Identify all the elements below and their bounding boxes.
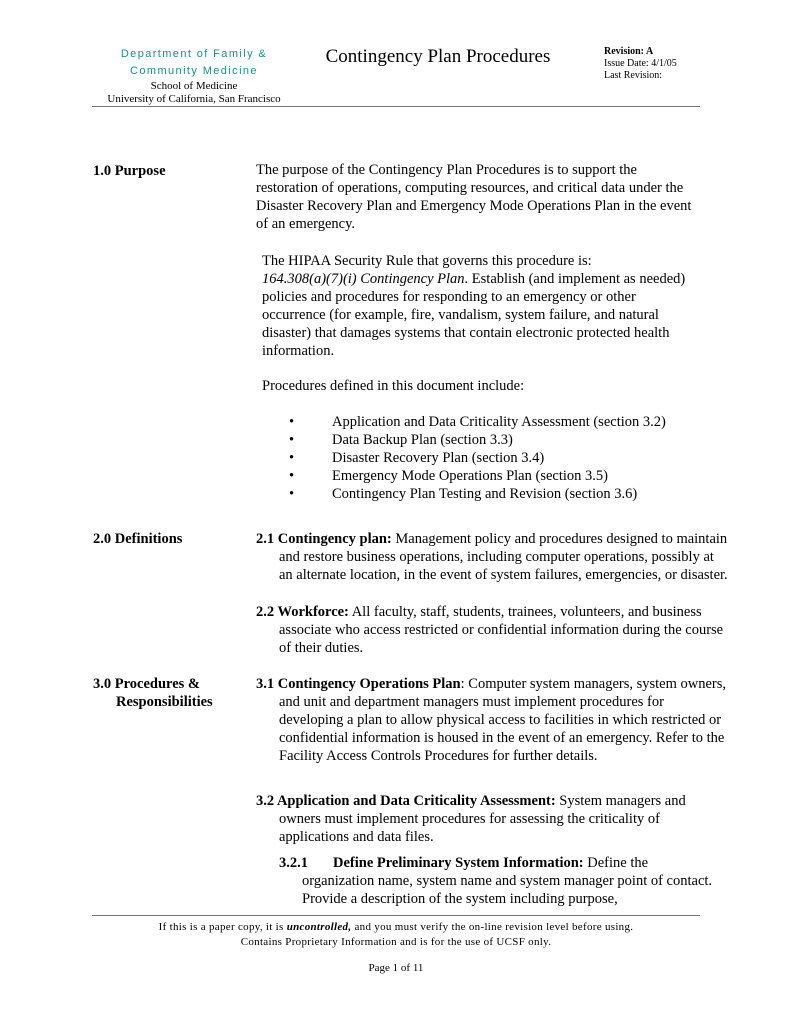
hipaa-rule-text: . Establish (and implement as needed) policies and procedures for responding to an emergency or other occurrence (for example, fire, vandalism, system failure, and natural disaster) that damages systems that contain electronic protected health information. — [262, 271, 686, 359]
footer-line2: Contains Proprietary Information and is for the use of UCSF only. — [240, 936, 552, 948]
procedure-term: Define Preliminary System Information: — [333, 855, 584, 871]
department-block — [100, 46, 288, 106]
footer-divider — [92, 915, 700, 916]
list-item: • Contingency Plan Testing and Revision (section 3.6) — [289, 486, 638, 502]
issue-date: Issue Date: 4/1/05 — [604, 58, 677, 69]
procedures-intro: Procedures defined in this document include: — [262, 378, 525, 394]
section-procedures-heading: 3.0 Procedures & Responsibilities — [93, 676, 213, 710]
hipaa-rule-citation: 164.308(a)(7)(i) Contingency Plan — [262, 271, 465, 287]
revision-block — [604, 46, 677, 82]
definition-term: 2.1 Contingency plan: — [256, 531, 392, 547]
school-name: School of Medicine — [150, 80, 238, 92]
list-item: • Data Backup Plan (section 3.3) — [289, 432, 513, 448]
list-item: • Emergency Mode Operations Plan (section 3.5) — [289, 468, 608, 484]
definition-term: 2.2 Workforce: — [256, 604, 349, 620]
procedure-preliminary-system-info: 3.2.1 Define Preliminary System Information: Define the organization name, system name and system manager point of contact. Provide a description of the system including purpose, — [279, 855, 713, 907]
procedures-list — [280, 413, 666, 503]
uncontrolled-emphasis: uncontrolled, — [286, 921, 352, 933]
footer-line1: If this is a paper copy, it is uncontrolled, and you must verify the on-line revision level before using. — [158, 921, 634, 933]
procedure-term: 3.2 Application and Data Criticality Assessment: — [256, 793, 556, 809]
bullet-icon: • — [289, 414, 295, 430]
list-item: • Application and Data Criticality Assessment (section 3.2) — [289, 414, 666, 430]
bullet-icon: • — [289, 486, 295, 502]
footer-notice — [92, 920, 700, 950]
definition-workforce: 2.2 Workforce: All faculty, staff, students, trainees, volunteers, and business associate who access restricted or confidential information during the course of their duties. — [256, 604, 724, 656]
last-revision: Last Revision: — [604, 70, 663, 81]
university-name: University of California, San Francisco — [107, 93, 281, 105]
header-divider — [92, 106, 700, 107]
section-purpose-heading: 1.0 Purpose — [93, 163, 166, 179]
procedure-contingency-operations-plan: 3.1 Contingency Operations Plan: Computer system managers, system owners, and unit and department managers must implement procedures for developing a plan to allow physical access to facilities in which restricted or confidential information is housed in the event of an emergency. Refer to the Facility Access Controls Procedures for further details. — [256, 676, 727, 764]
procedure-term: 3.1 Contingency Operations Plan — [256, 676, 461, 692]
document-title: Contingency Plan Procedures — [325, 46, 551, 67]
section-definitions-heading: 2.0 Definitions — [93, 531, 183, 547]
list-item: • Disaster Recovery Plan (section 3.4) — [289, 450, 545, 466]
page-number: Page 1 of 11 — [368, 962, 424, 974]
hipaa-rule-paragraph — [262, 252, 698, 360]
bullet-icon: • — [289, 468, 295, 484]
bullet-icon: • — [289, 450, 295, 466]
hipaa-rule-intro: The HIPAA Security Rule that governs this procedure is: — [262, 253, 592, 269]
subsection-number: 3.2.1 — [279, 855, 308, 871]
procedure-criticality-assessment: 3.2 Application and Data Criticality Assessment: System managers and owners must implement procedures for assessing the criticality of applications and data files. — [256, 793, 686, 845]
bullet-icon: • — [289, 432, 295, 448]
department-name-line2: Community Medicine — [130, 65, 258, 77]
purpose-paragraph: The purpose of the Contingency Plan Procedures is to support the restoration of operations, computing resources, and critical data under the Disaster Recovery Plan and Emergency Mode Operations Plan in the event of an emergency. — [256, 162, 692, 232]
definition-contingency-plan: 2.1 Contingency plan: Management policy and procedures designed to maintain and restore business operations, including computer operations, possibly at an alternate location, in the event of system failures, emergencies, or disaster. — [256, 531, 728, 583]
revision-label: Revision: A — [604, 46, 654, 57]
department-name-line1: Department of Family & — [120, 48, 268, 60]
